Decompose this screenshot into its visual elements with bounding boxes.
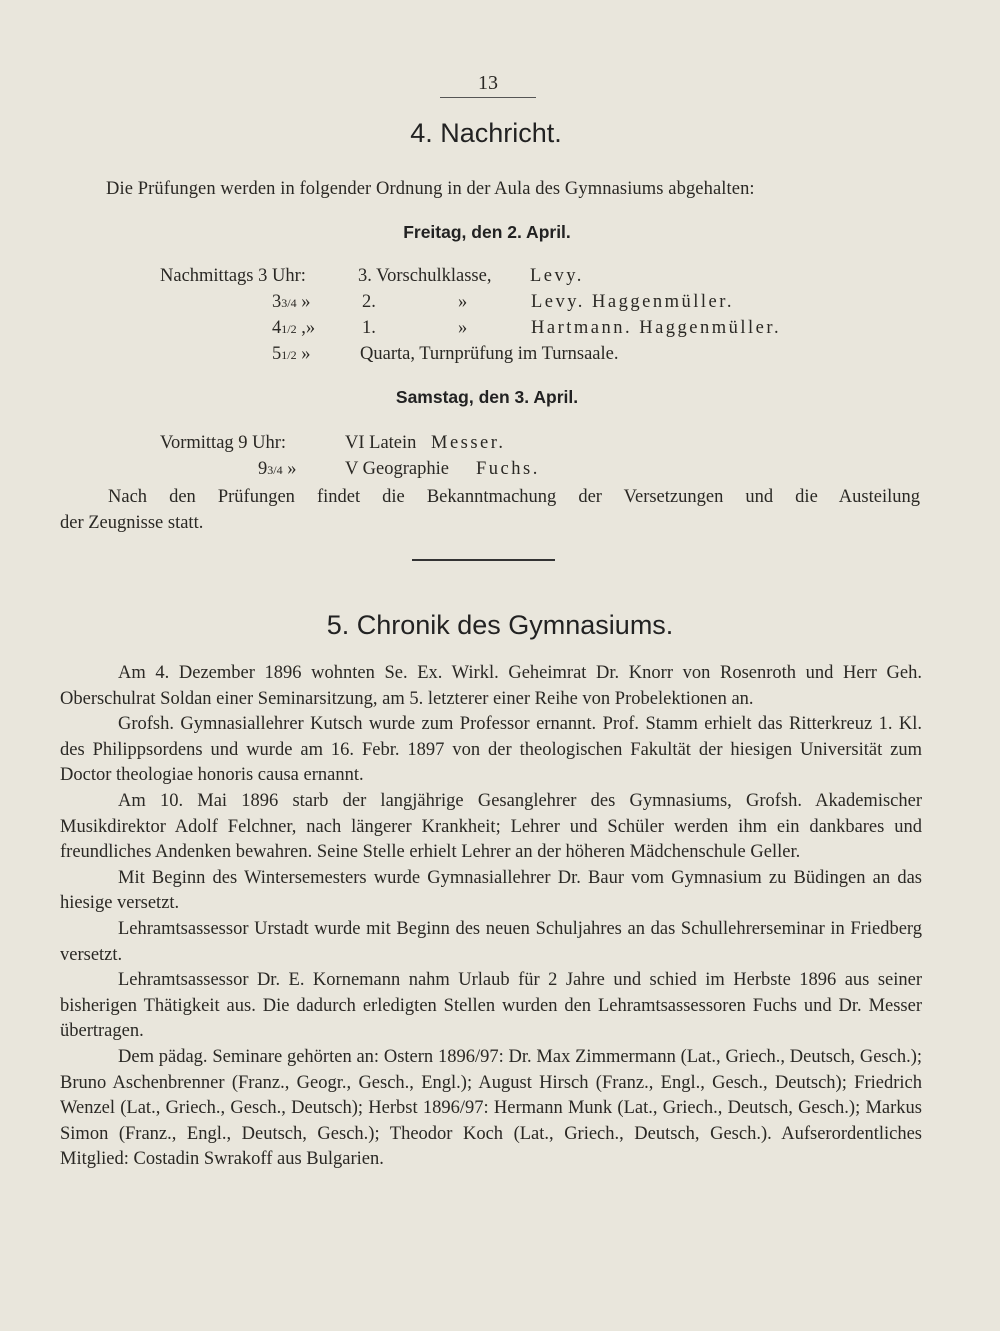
day-1-heading: Freitag, den 2. April. bbox=[403, 222, 571, 242]
chronicle-paragraph: Am 10. Mai 1896 starb der langjährige Gesanglehrer des Gymnasiums, Grofsh. Akademischer Musikdirektor Adolf Felchner, nach längerer Krankheit; Lehrer und Schüler werden ihm ein dankbares und freundliches Andenken bewahren. Seine Stelle erhielt Lehrer an der höheren Mädchenschule Geller. bbox=[60, 790, 922, 863]
schedule-teacher: Levy. bbox=[530, 266, 584, 286]
day-2-heading: Samstag, den 3. April. bbox=[395, 387, 579, 407]
schedule-class: V Geographie bbox=[345, 459, 449, 479]
schedule-time: 93/4 » bbox=[258, 459, 297, 479]
section-4-title: 4. Nachricht. bbox=[410, 118, 562, 148]
chronicle-paragraph: Lehramtsassessor Urstadt wurde mit Beginn des neuen Schuljahres an das Schullehrerseminar in Friedberg versetzt. bbox=[60, 918, 922, 965]
schedule-class: 2. bbox=[362, 292, 376, 312]
chronicle-paragraph: Dem pädag. Seminare gehörten an: Ostern 1896/97: Dr. Max Zimmermann (Lat., Griech., Deutsch, Gesch.); Bruno Aschenbrenner (Franz., Geogr., Gesch., Engl.); August Hirsch (Franz., Engl., Gesch., Deutsch); Friedrich Wenzel (Lat., Griech., Gesch., Deutsch); Herbst 1896/97: Hermann Munk (Lat., Griech., Deutsch, Gesch.); Markus Simon (Franz., Engl., Deutsch, Gesch.); Theodor Koch (Lat., Griech., Deutsch, Gesch.). Aufserordentliches Mitglied: Costadin Swrakoff aus Bulgarien. bbox=[60, 1046, 922, 1170]
schedule-class: 1. bbox=[362, 318, 376, 338]
section-divider bbox=[412, 559, 555, 561]
schedule-ditto: » bbox=[458, 318, 468, 338]
chronicle-paragraph: Grofsh. Gymnasiallehrer Kutsch wurde zum Professor ernannt. Prof. Stamm erhielt das Ritterkreuz 1. Kl. des Philippsordens und wurde am 16. Febr. 1897 von der theologischen Fakultät der hiesigen Universität zum Doctor theologiae honoris causa ernannt. bbox=[60, 714, 922, 786]
schedule-class: VI Latein bbox=[345, 433, 417, 453]
page-number: 13 bbox=[440, 72, 536, 98]
schedule-teacher: Levy. Haggenmüller. bbox=[531, 292, 734, 312]
schedule-time-label: Vormittag 9 Uhr: bbox=[160, 433, 287, 453]
schedule-time: 33/4 » bbox=[272, 292, 311, 312]
chronicle-paragraph: Lehramtsassessor Dr. E. Kornemann nahm Urlaub für 2 Jahre und schied im Herbste 1896 aus seiner bisherigen Thätigkeit aus. Die dadurch erledigten Stellen wurden den Lehramtsassessoren Fuchs und Dr. Messer übertragen. bbox=[60, 970, 922, 1042]
schedule-teacher: Messer. bbox=[431, 433, 506, 453]
schedule-class: 3. Vorschulklasse, bbox=[358, 266, 492, 286]
schedule-teacher: Fuchs. bbox=[476, 459, 540, 479]
schedule-ditto: » bbox=[458, 292, 468, 312]
schedule-time: 41/2 ,» bbox=[272, 318, 316, 338]
chronicle-paragraph: Am 4. Dezember 1896 wohnten Se. Ex. Wirkl. Geheimrat Dr. Knorr von Rosenroth und Herr Geh. Oberschulrat Soldan einer Seminarsitzung, am 5. letzterer einer Reihe von Probelektionen an. bbox=[60, 663, 922, 709]
schedule-class: Quarta, Turnprüfung im Turnsaale. bbox=[360, 344, 619, 364]
schedule-time-label: Nachmittags 3 Uhr: bbox=[160, 266, 306, 286]
section-5-title: 5. Chronik des Gymnasiums. bbox=[326, 610, 674, 640]
schedule-teacher: Hartmann. Haggenmüller. bbox=[531, 318, 782, 338]
section-4-closing-line-1: Nach den Prüfungen findet die Bekanntmachung der Versetzungen und die Austeilung bbox=[108, 487, 920, 507]
chronicle-paragraph: Mit Beginn des Wintersemesters wurde Gymnasiallehrer Dr. Baur vom Gymnasium zu Büdingen an das hiesige versetzt. bbox=[60, 867, 922, 914]
chronicle-body bbox=[60, 661, 922, 1173]
section-4-closing-line-2: der Zeugnisse statt. bbox=[60, 513, 204, 533]
schedule-time: 51/2 » bbox=[272, 344, 311, 364]
section-4-intro: Die Prüfungen werden in folgender Ordnung in der Aula des Gymnasiums abgehalten: bbox=[106, 179, 755, 199]
